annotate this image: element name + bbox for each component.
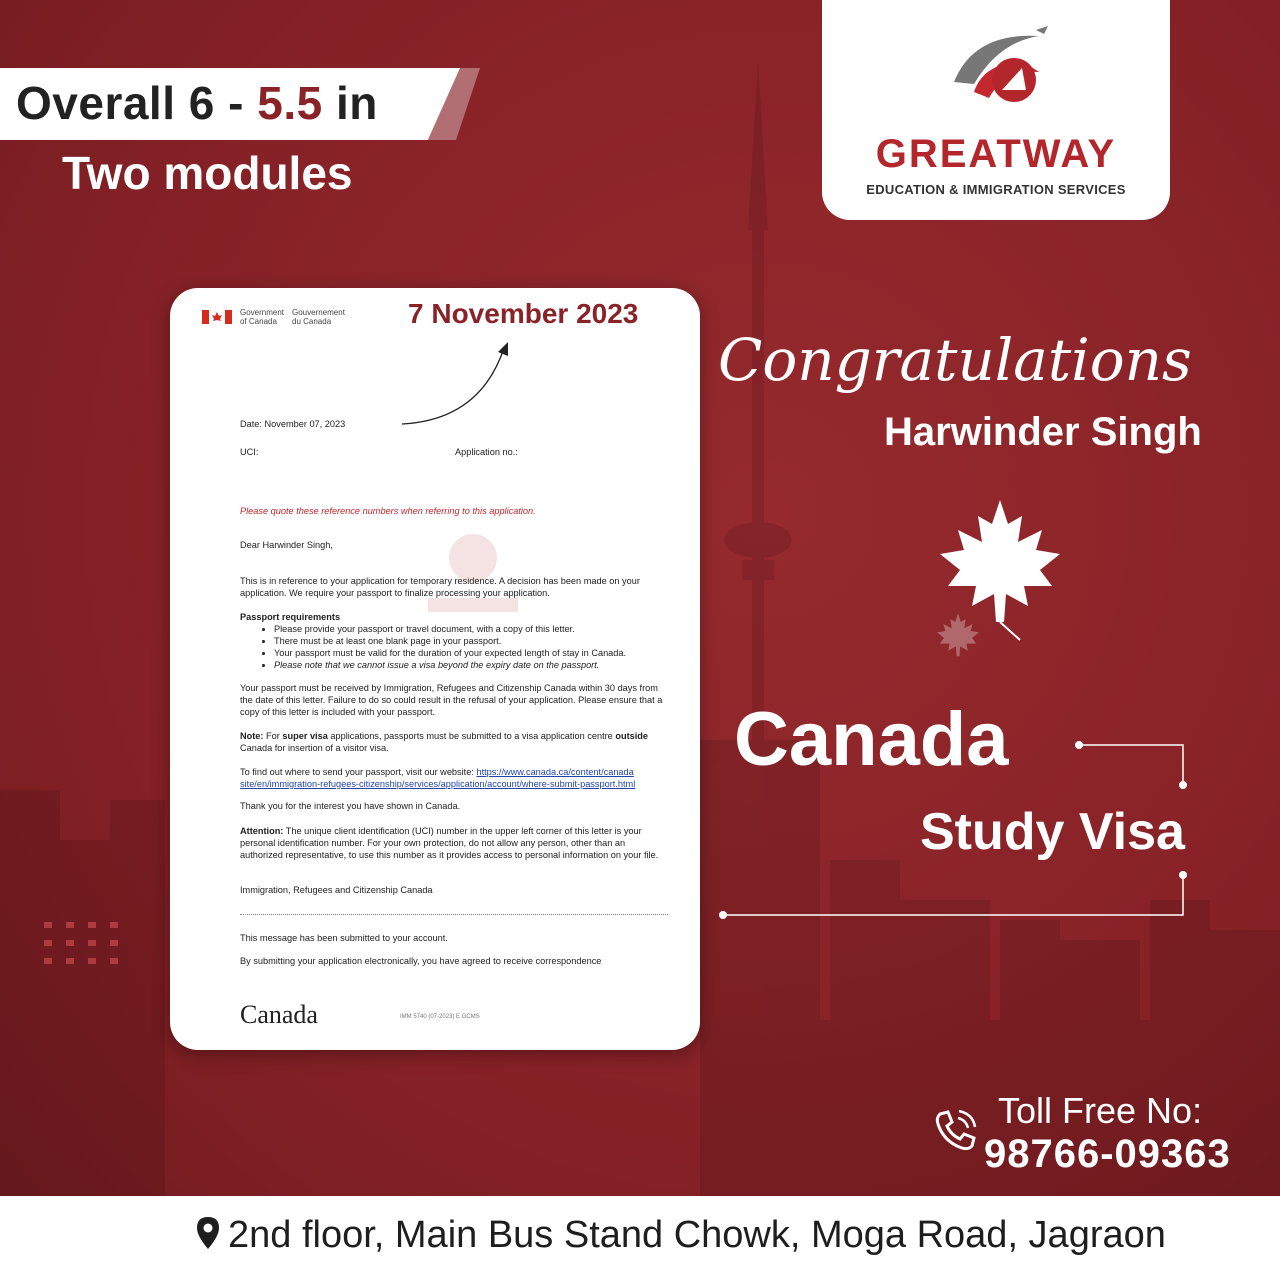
highlight-date: 7 November 2023 [408,298,639,329]
congratulations-title: Congratulations [718,326,1192,394]
toll-free-label: Toll Free No: [998,1090,1203,1131]
brand-tagline: EDUCATION & IMMIGRATION SERVICES [866,182,1126,197]
passport-submission-link[interactable]: https://www.canada.ca/content/canada site/en/immigration-refugees-citizenship/services/application/account/where-submit-passport.html [240,767,636,789]
decorative-connector-lines [715,735,1195,925]
office-address: 2nd floor, Main Bus Stand Chowk, Moga Road, Jagraon [228,1214,1166,1256]
phone-icon [932,1108,978,1154]
by-submitting-line: By submitting your application electronically, you have agreed to receive correspondence [240,956,602,966]
super-visa-note: Note: For super visa applications, passports must be submitted to a visa application centre outside Canada for insertion of a visitor visa. [240,731,649,753]
application-number-label: Application no.: [455,447,518,457]
toll-free-number[interactable]: 98766-09363 [984,1132,1231,1176]
attention-paragraph: Attention: The unique client identification (UCI) number in the upper left corner of this letter is your personal identification number. For your own protection, do not allow any person, other than an authorized representative, to use this number as it provides access to personal information on your file. [240,826,659,860]
score-highlight: 5.5 [257,77,323,129]
visa-type: Study Visa [920,803,1185,861]
location-pin-icon [196,1216,220,1250]
passport-requirements: Passport requirements • Please provide your passport or travel document, with a copy of this letter. • There must be at least one blank page in your passport. • Your passport must be valid for the duration of your expected length of stay in Canada. • Please note that we cannot issue a visa beyond the expiry date on the passport. [240,611,670,671]
approval-letter [170,288,700,1050]
gov-name-english: Government of Canada [240,308,285,326]
form-code: IMM 5740 (07-2023) E GCMS [400,1014,480,1020]
brand-name: GREATWAY [875,132,1117,176]
letter-greeting: Dear Harwinder Singh, [240,540,333,550]
brand-logo-card [822,0,1170,220]
canada-wordmark: Canada [240,1000,318,1029]
visa-country: Canada [734,697,1009,782]
submitted-line: This message has been submitted to your account. [240,933,448,943]
plane-swoosh-logo-icon [944,22,1054,110]
receipt-paragraph: Your passport must be received by Immigration, Refugees and Citizenship Canada within 30 days from the date of this letter. Failure to do so could result in the refusal of your application. Please ensure that a copy of this letter is included with your passport. [240,683,663,717]
score-subline: Two modules [62,147,353,199]
website-paragraph: To find out where to send your passport, visit our website: https://www.canada.ca/content/canada site/en/immigration-refugees-citizenship/services/application/account/where-submit-passport.html [240,767,636,789]
letter-intro: This is in reference to your application for temporary residence. A decision has been made on your application. We require your passport to finalize processing your application. [240,576,640,598]
maple-leaf-icon [920,490,1080,670]
curved-arrow-icon [400,340,520,430]
score-headline: Overall 6 - 5.5 in [16,77,378,129]
student-name: Harwinder Singh [884,410,1202,454]
letter-date: Date: November 07, 2023 [240,419,346,429]
divider [240,914,668,915]
letter-signoff: Immigration, Refugees and Citizenship Canada [240,885,433,895]
reference-note: Please quote these reference numbers when referring to this application. [240,506,536,516]
uci-label: UCI: [240,447,259,457]
dots-pattern-icon [44,922,124,982]
gov-name-french: Gouvernement du Canada [292,308,345,326]
canada-flag-icon [202,310,232,324]
thanks-line: Thank you for the interest you have shown in Canada. [240,801,461,811]
